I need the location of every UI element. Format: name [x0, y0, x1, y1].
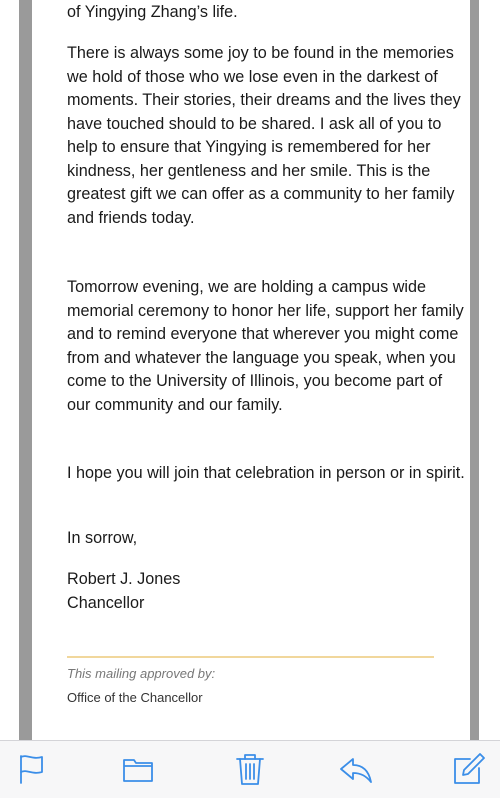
- reply-icon: [338, 751, 374, 787]
- right-border-rail: [470, 0, 479, 740]
- compose-icon: [450, 751, 486, 787]
- flag-icon: [14, 751, 50, 787]
- paragraph-ceremony: Tomorrow evening, we are holding a campus wide memorial ceremony to honor her life, support her family and to remind everyone that wherever you might come from and whatever the language you speak, when you come to the University of Illinois, you become part of our community and our family.: [67, 278, 464, 414]
- signature-block: [67, 568, 180, 615]
- paragraph-fragment: of Yingying Zhang’s life.: [67, 3, 238, 21]
- approved-label: This mailing approved by:: [67, 666, 216, 681]
- compose-button[interactable]: [450, 751, 486, 787]
- trash-icon: [232, 751, 268, 787]
- footer-divider: [67, 656, 434, 658]
- paragraph-memories: There is always some joy to be found in the memories we hold of those who we lose even in the darkest of moments. Their stories, their dreams and the lives they have touched should to be shared. I ask all of you to help to ensure that Yingying is remembered for her kindness, her gentleness and her smile. This is the greatest gift we can offer as a community to her family and friends today.: [67, 44, 461, 227]
- delete-button[interactable]: [232, 751, 268, 787]
- signature-name: Robert J. Jones: [67, 570, 181, 588]
- left-border-rail: [19, 0, 32, 740]
- reply-button[interactable]: [338, 751, 374, 787]
- paragraph-invitation: I hope you will join that celebration in person or in spirit.: [67, 464, 465, 482]
- flag-button[interactable]: [14, 751, 50, 787]
- move-to-folder-button[interactable]: [120, 751, 156, 787]
- mail-toolbar: [0, 740, 500, 798]
- closing-line: In sorrow,: [67, 529, 138, 547]
- folder-icon: [120, 751, 156, 787]
- office-name: Office of the Chancellor: [67, 690, 203, 705]
- signature-title: Chancellor: [67, 593, 145, 612]
